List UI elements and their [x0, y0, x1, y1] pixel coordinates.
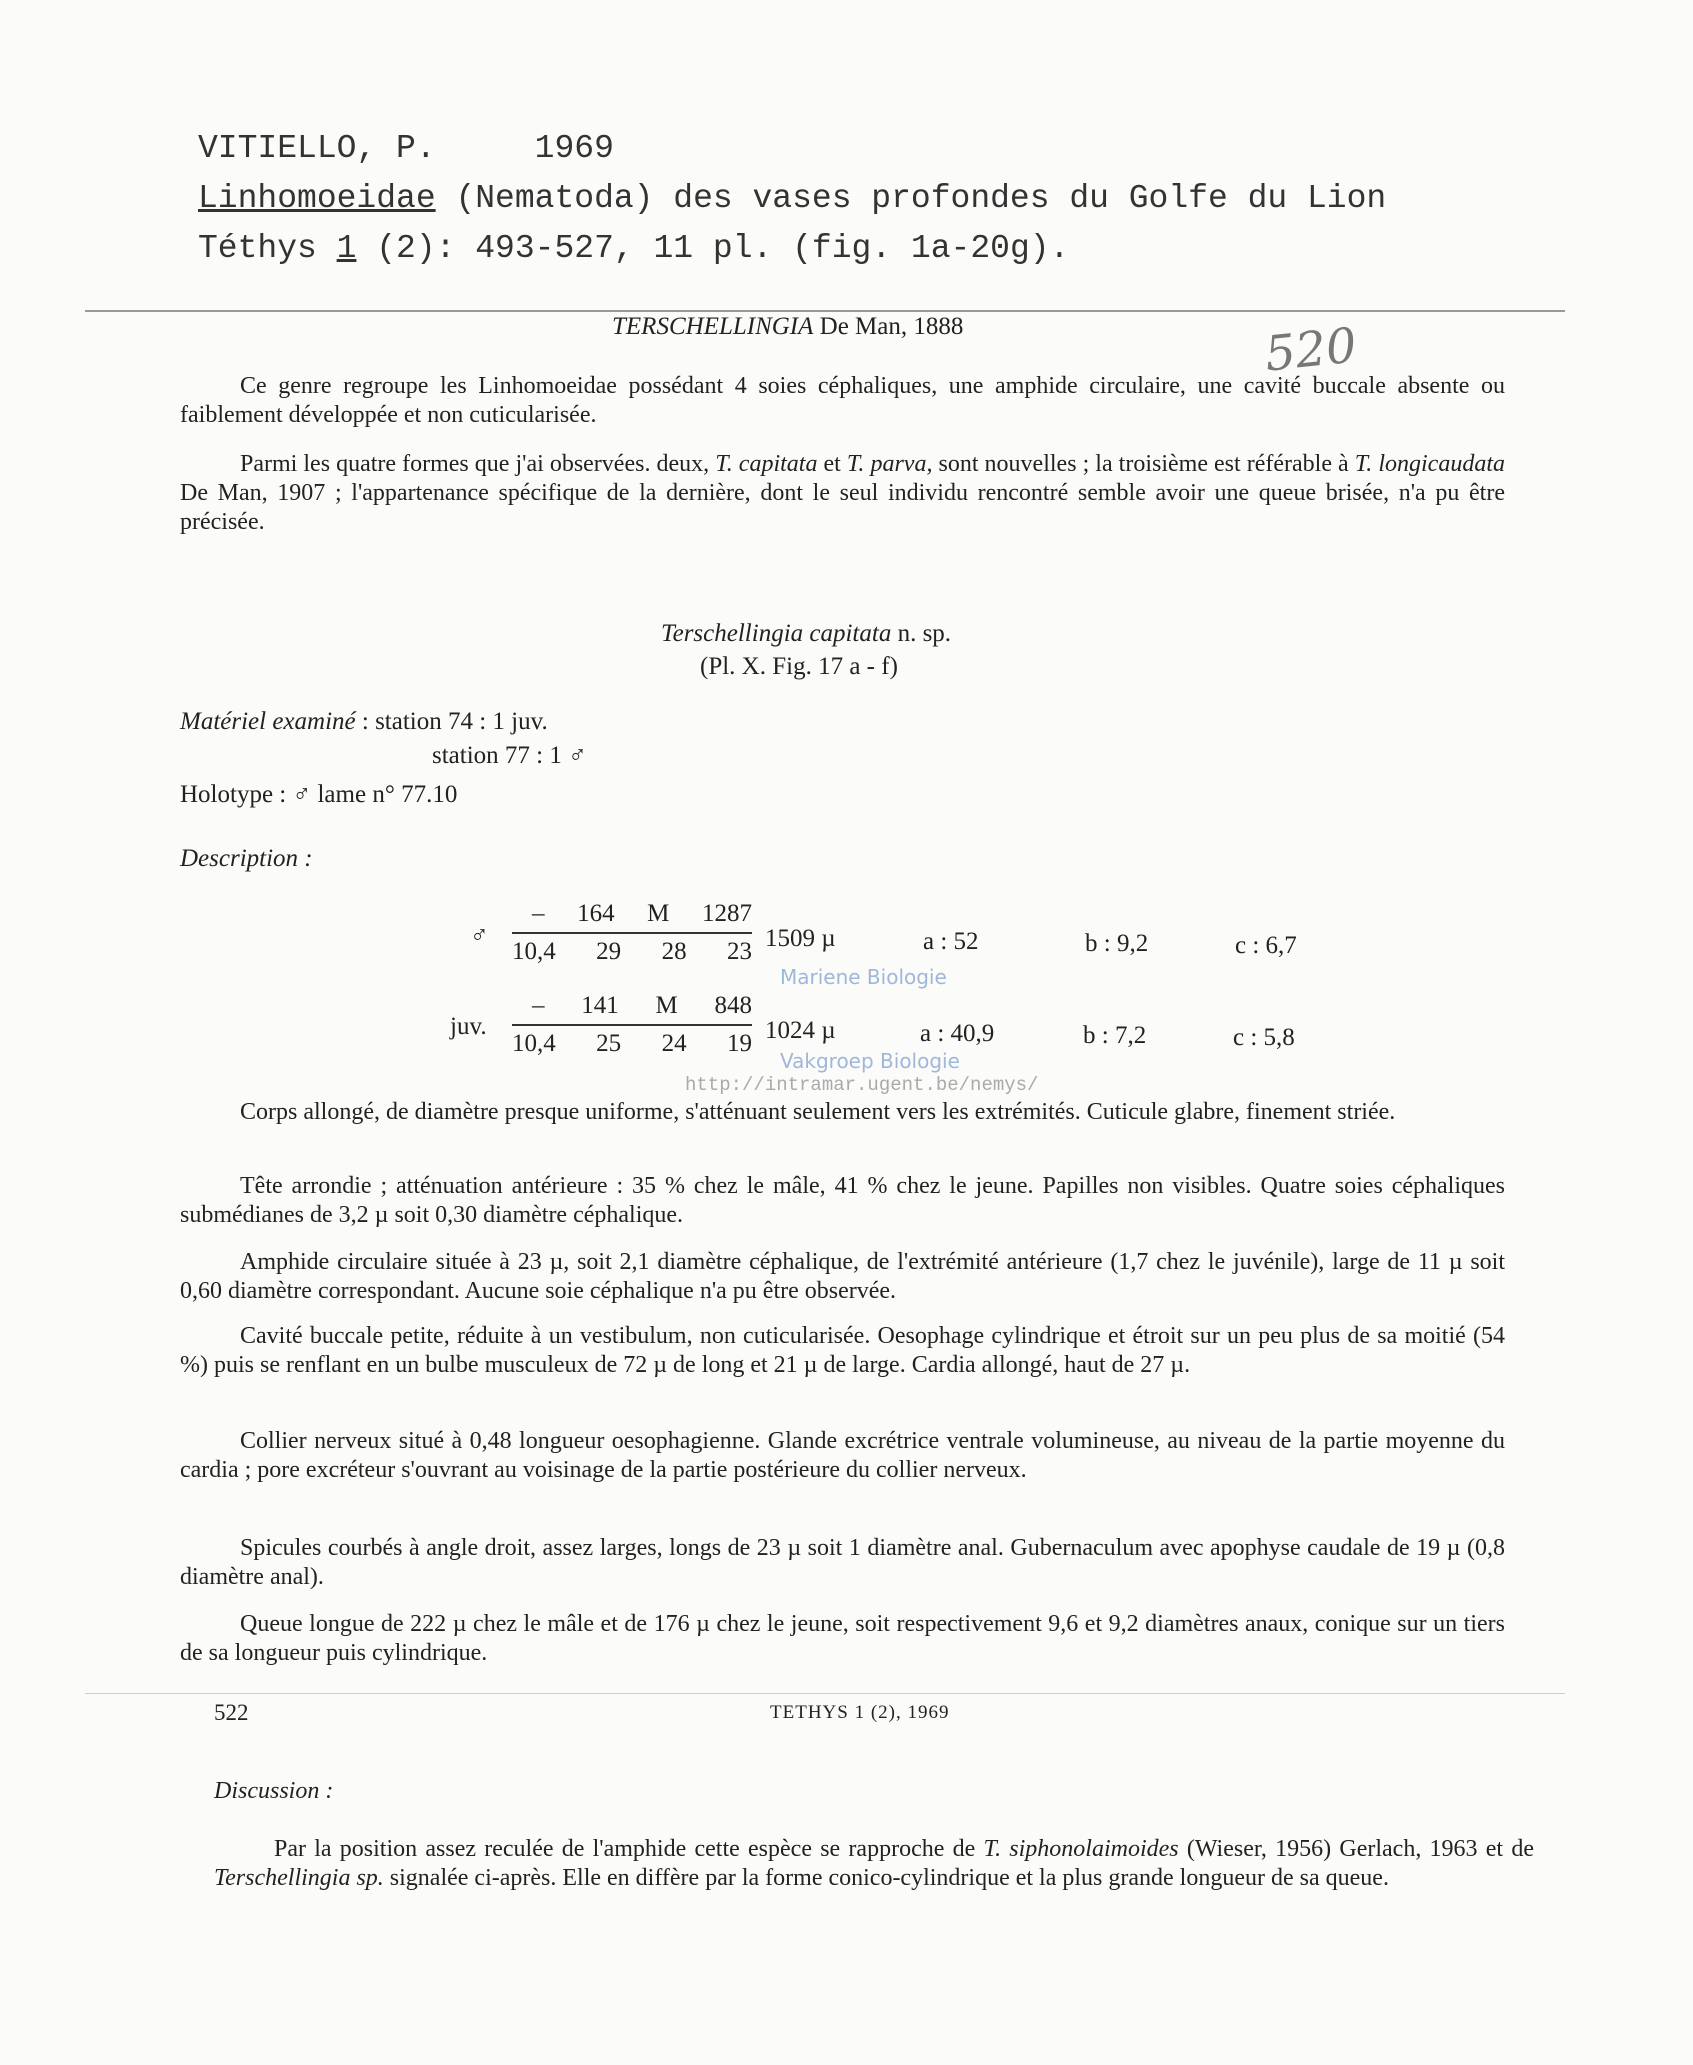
- ratio-a-juvenile: a : 40,9: [920, 1020, 995, 1047]
- watermark-url: http://intramar.ugent.be/nemys/: [685, 1074, 1039, 1096]
- author: VITIELLO, P.: [198, 130, 436, 167]
- body-paragraph: Spicules courbés à angle droit, assez larges, longs de 23 µ soit 1 diamètre anal. Gubernaculum avec apophyse caudale de 19 µ (0,8 diamètre anal).: [180, 1535, 1505, 1590]
- watermark-group: Vakgroep Biologie: [780, 1049, 960, 1073]
- divider: [85, 310, 1565, 312]
- body-paragraph: Corps allongé, de diamètre presque uniforme, s'atténuant seulement vers les extrémités. Cuticule glabre, finement striée.: [240, 1099, 1396, 1125]
- material-line-1: : station 74 : 1 juv.: [361, 708, 548, 735]
- journal-pages: (2): 493-527, 11 pl. (fig. 1a-20g).: [356, 230, 1070, 267]
- plate-reference: (Pl. X. Fig. 17 a - f): [700, 653, 898, 680]
- material-line-2: station 77 : 1 ♂: [432, 742, 587, 769]
- ratio-b-male: b : 9,2: [1085, 930, 1149, 957]
- discussion-paragraph: Par la position assez reculée de l'amphide cette espèce se rapproche de T. siphonolaimoides (Wieser, 1956) Gerlach, 1963 et de Terschellingia sp. signalée ci-après. Elle en diffère par la forme conico-cylindrique et la plus grande longueur de sa queue.: [214, 1836, 1534, 1891]
- holotype: Holotype : ♂ lame n° 77.10: [180, 781, 458, 808]
- body-paragraph: Tête arrondie ; atténuation antérieure : 35 % chez le mâle, 41 % chez le jeune. Papilles non visibles. Quatre soies céphaliques submédianes de 3,2 µ soit 0,30 diamètre céphalique.: [180, 1173, 1505, 1228]
- genus-authority: De Man, 1888: [813, 313, 964, 340]
- body-paragraph: Queue longue de 222 µ chez le mâle et de 176 µ chez le jeune, soit respectivement 9,6 et 9,2 diamètres anaux, conique sur un tiers de sa longueur puis cylindrique.: [180, 1611, 1505, 1666]
- species-name: Terschellingia capitata: [661, 620, 892, 647]
- genus-heading: [612, 313, 963, 341]
- ratio-c-male: c : 6,7: [1235, 932, 1297, 959]
- intro-paragraph-2: Parmi les quatre formes que j'ai observées. deux, T. capitata et T. parva, sont nouvelles ; la troisième est référable à T. longicaudata De Man, 1907 ; l'appartenance spécifique de la dernière, dont le seul individu rencontré semble avoir une queue brisée, n'a pu être précisée.: [180, 451, 1505, 535]
- genus-name: TERSCHELLINGIA: [612, 313, 814, 340]
- description-label: Description :: [180, 845, 313, 872]
- title-family: Linhomoeidae: [198, 180, 436, 217]
- formula-juvenile: – 141 M 848 10,4 25 24 19: [512, 992, 752, 1057]
- journal-name: Téthys: [198, 230, 337, 267]
- journal-volume: 1: [336, 230, 357, 267]
- total-length-juvenile: 1024 µ: [765, 1017, 836, 1044]
- formula-male: – 164 M 1287 10,4 29 28 23: [512, 900, 752, 965]
- ratio-c-juvenile: c : 5,8: [1233, 1024, 1295, 1051]
- species-suffix: n. sp.: [891, 620, 952, 647]
- running-header: TETHYS 1 (2), 1969: [770, 1702, 950, 1723]
- handwritten-page-number: 520: [1262, 317, 1360, 383]
- species-title: [661, 620, 951, 648]
- citation-author-line: [198, 130, 614, 167]
- body-paragraph: Collier nerveux situé à 0,48 longueur oesophagienne. Glande excrétrice ventrale volumineuse, au niveau de la partie moyenne du cardia ; pore excréteur s'ouvrant au voisinage de la partie postérieure du collier nerveux.: [180, 1428, 1505, 1483]
- watermark-logo-text: Mariene Biologie: [780, 965, 947, 989]
- ratio-b-juvenile: b : 7,2: [1083, 1022, 1147, 1049]
- page-number: 522: [214, 1700, 249, 1725]
- intro-paragraph-1: Ce genre regroupe les Linhomoeidae possédant 4 soies céphaliques, une amphide circulaire, une cavité buccale absente ou faiblement développée et non cuticularisée.: [180, 373, 1505, 428]
- ratio-a-male: a : 52: [923, 928, 979, 955]
- material-examined: [180, 708, 548, 736]
- discussion-label: Discussion :: [214, 1778, 334, 1804]
- total-length-male: 1509 µ: [765, 925, 836, 952]
- title-rest: (Nematoda) des vases profondes du Golfe du Lion: [435, 180, 1387, 217]
- year: 1969: [534, 130, 614, 167]
- page-break: [85, 1693, 1565, 1694]
- formula-sex-male: ♂: [470, 922, 489, 949]
- formula-sex-juvenile: juv.: [450, 1013, 487, 1040]
- body-paragraph: Cavité buccale petite, réduite à un vestibulum, non cuticularisée. Oesophage cylindrique et étroit sur un peu plus de sa moitié (54 %) puis se renflant en un bulbe musculeux de 72 µ de long et 21 µ de large. Cardia allongé, haut de 27 µ.: [180, 1323, 1505, 1378]
- citation-title: [198, 180, 1386, 217]
- citation-journal: [198, 230, 1069, 267]
- body-paragraph: Amphide circulaire située à 23 µ, soit 2,1 diamètre céphalique, de l'extrémité antérieure (1,7 chez le juvénile), large de 11 µ soit 0,60 diamètre correspondant. Aucune soie céphalique n'a pu être observée.: [180, 1249, 1505, 1304]
- material-label: Matériel examiné: [180, 708, 356, 735]
